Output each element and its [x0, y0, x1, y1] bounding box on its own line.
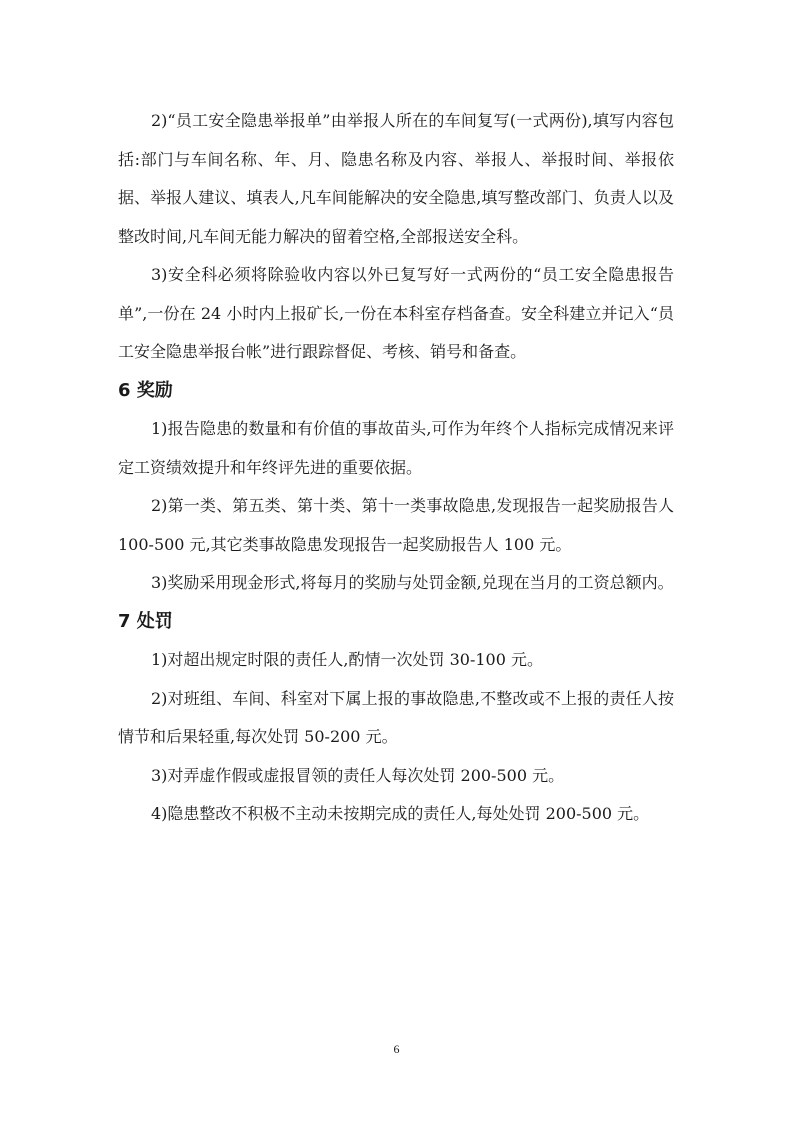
paragraph: 1)对超出规定时限的责任人,酌情一次处罚 30-100 元。	[151, 650, 543, 669]
paragraph: 2)对班组、车间、科室对下属上报的事故隐患,不整改或不上报的责任人按情节和后果轻重,每次处罚 50-200 元。	[118, 688, 674, 746]
paragraph: 4)隐患整改不积极不主动未按期完成的责任人,每处处罚 200-500 元。	[151, 804, 650, 823]
paragraph: 3)奖励采用现金形式,将每月的奖励与处罚金额,兑现在当月的工资总额内。	[151, 573, 674, 592]
paragraph: 2)第一类、第五类、第十类、第十一类事故隐患,发现报告一起奖励报告人 100-500 元,其它类事故隐患发现报告一起奖励报告人 100 元。	[118, 496, 674, 554]
document-body	[118, 102, 674, 834]
section-heading-reward: 6 奖励	[118, 379, 173, 401]
page-number: 6	[393, 1042, 400, 1056]
paragraph: 3)对弄虚作假或虚报冒领的责任人每次处罚 200-500 元。	[151, 765, 565, 785]
section-heading-penalty: 7 处罚	[118, 610, 173, 632]
paragraph: 2)“员工安全隐患举报单”由举报人所在的车间复写(一式两份),填写内容包括:部门与车间名称、年、月、隐患名称及内容、举报人、举报时间、举报依据、举报人建议、填表人,凡车间能解决的安全隐患,填写整改部门、负责人以及整改时间,凡车间无能力解决的留着空格,全部报送安全科。	[118, 111, 674, 246]
paragraph: 1)报告隐患的数量和有价值的事故苗头,可作为年终个人指标完成情况来评定工资绩效提升和年终评先进的重要依据。	[118, 419, 674, 477]
paragraph: 3)安全科必须将除验收内容以外已复写好一式两份的“员工安全隐患报告单”,一份在 24 小时内上报矿长,一份在本科室存档备查。安全科建立并记入“员工安全隐患举报台帐”进行跟踪督促、考核、销号和备查。	[118, 265, 674, 361]
